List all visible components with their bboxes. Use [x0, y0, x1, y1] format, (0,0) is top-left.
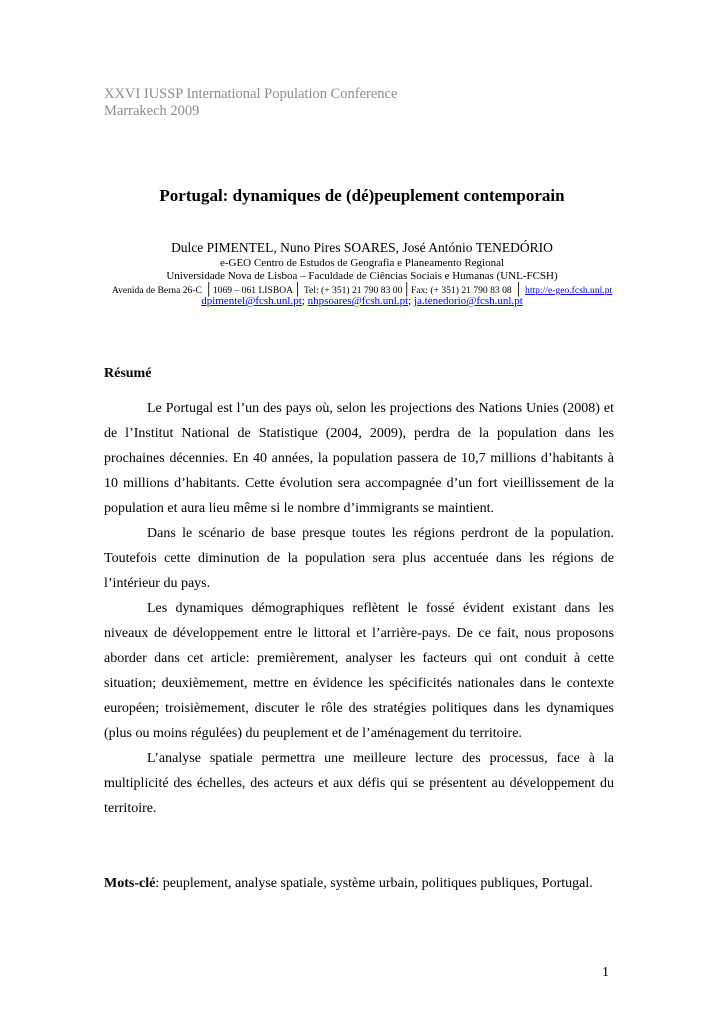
affiliation-centre: e-GEO Centro de Estudos de Geografia e Planeamento Regional [219, 257, 505, 269]
separator: │ [204, 282, 213, 296]
address-fax: Fax: (+ 351) 21 790 83 08 [410, 285, 512, 296]
abstract-paragraph-3: Les dynamiques démographiques reflètent le fossé évident existant dans les niveaux de développement entre le littoral et l’arrière-pays. De ce fait, nous proposons aborder dans cet article: premièrement, analyser les facteurs qui ont conduit à cette situation; deuxièmement, mettre en évidence les spécificités nationales dans le contexte européen; troisièmement, discuter le rôle des stratégies politiques dans les dynamiques (plus ou moins régulées) du peuplement et de l’aménagement du territoire. [104, 601, 614, 741]
abstract-body [104, 396, 614, 821]
keywords-label: Mots-clé [104, 876, 156, 891]
separator: │ [514, 282, 523, 296]
address-postal: 1069 – 061 LISBOA [212, 285, 294, 296]
paper-title: Portugal: dynamiques de (dé)peuplement contemporain [159, 186, 565, 205]
abstract-paragraph-4: L’analyse spatiale permettra une meilleure lecture des processus, face à la multiplicité des échelles, des acteurs et aux défis qui se présentent au développement du territoire. [104, 751, 614, 816]
email-line [0, 295, 724, 308]
email-link-pimentel[interactable]: dpimentel@fcsh.unl.pt [201, 295, 302, 307]
address-street: Avenida de Berna 26-C [111, 285, 202, 296]
website-link[interactable]: http://e-geo.fcsh.unl.pt [525, 285, 613, 296]
conference-name: XXVI IUSSP International Population Conference [104, 86, 398, 102]
address-tel: Tel: (+ 351) 21 790 83 00 [303, 285, 403, 296]
email-separator: ; [408, 295, 414, 307]
abstract-paragraph-1: Le Portugal est l’un des pays où, selon les projections des Nations Unies (2008) et de l’Institut National de Statistique (2004, 2009), perdra de la population dans les prochaines décennies. En 40 années, la population passera de 10,7 millions d’habitants à 10 millions d’habitants. Cette évolution sera accompagnée d’un fort vieillissement de la population et aura lieu même si le nombre d’immigrants se maintient. [104, 401, 614, 516]
keywords [104, 875, 624, 893]
page-number: 1 [602, 965, 609, 980]
affiliation-university: Universidade Nova de Lisboa – Faculdade de Ciências Sociais e Humanas (UNL-FCSH) [166, 270, 558, 282]
keywords-text: : peuplement, analyse spatiale, système urbain, politiques publiques, Portugal. [155, 876, 593, 891]
conference-location: Marrakech 2009 [104, 103, 200, 119]
abstract-heading: Résumé [104, 366, 152, 381]
separator: │ [402, 282, 411, 296]
authors: Dulce PIMENTEL, Nuno Pires SOARES, José António TENEDÓRIO [171, 240, 553, 255]
separator: │ [293, 282, 302, 296]
email-link-tenedorio[interactable]: ja.tenedorio@fcsh.unl.pt [413, 295, 523, 307]
email-separator: ; [301, 295, 308, 307]
abstract-paragraph-2: Dans le scénario de base presque toutes les régions perdront de la population. Toutefois cette diminution de la population sera plus accentuée dans les régions de l’intérieur du pays. [104, 526, 614, 591]
email-link-soares[interactable]: nhpsoares@fcsh.unl.pt [307, 295, 409, 307]
conference-header [104, 86, 397, 120]
